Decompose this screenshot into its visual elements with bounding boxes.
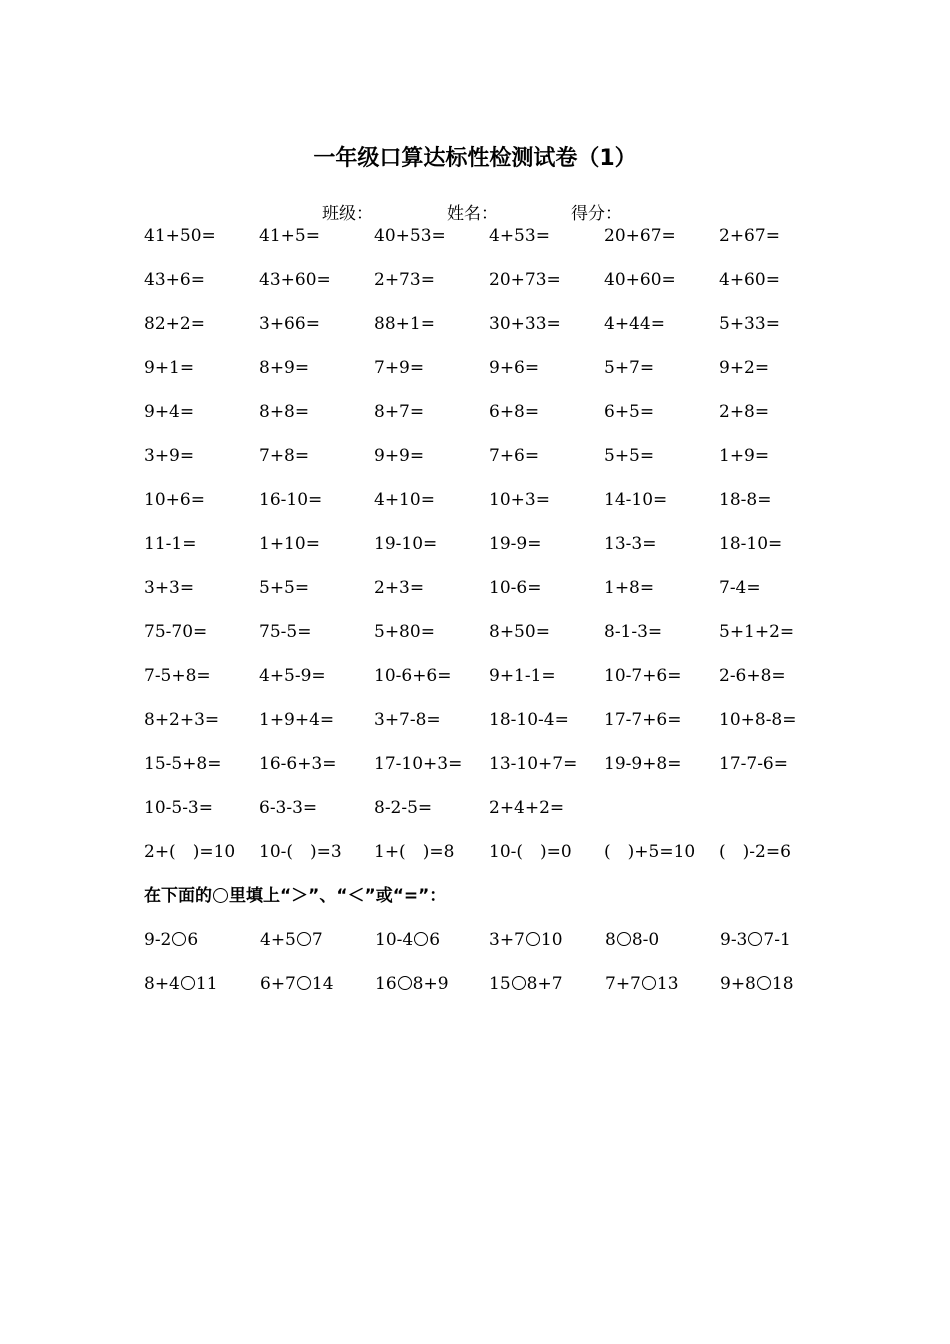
answer-circle-icon[interactable] — [172, 932, 186, 946]
problem-row — [144, 662, 844, 706]
compare-left: 9-2 — [144, 930, 172, 950]
problem-item: 13-3= — [604, 534, 657, 554]
problem-item: 10-5-3= — [144, 798, 213, 818]
problem-item: 16-6+3= — [259, 754, 337, 774]
answer-circle-icon[interactable] — [526, 932, 540, 946]
problem-item: ( )-2=6 — [719, 842, 791, 862]
problem-item: 17-7-6= — [719, 754, 788, 774]
compare-right: 8+9 — [412, 974, 449, 994]
problem-item: 5+5= — [259, 578, 310, 598]
problem-item: 18-10-4= — [489, 710, 569, 730]
problem-item: ( )+5=10 — [604, 842, 696, 862]
problem-item: 10-( )=3 — [259, 842, 342, 862]
compare-left: 8 — [605, 930, 616, 950]
answer-circle-icon[interactable] — [757, 976, 771, 990]
compare-right: 14 — [311, 974, 334, 994]
problem-item: 9+1-1= — [489, 666, 556, 686]
compare-item — [489, 926, 563, 954]
problem-row — [144, 838, 844, 882]
problem-item: 11-1= — [144, 534, 197, 554]
problem-item: 13-10+7= — [489, 754, 578, 774]
problem-item: 8+50= — [489, 622, 550, 642]
problem-item: 20+73= — [489, 270, 561, 290]
problem-item: 4+5-9= — [259, 666, 326, 686]
problem-item: 10+6= — [144, 490, 205, 510]
problem-item: 5+80= — [374, 622, 435, 642]
compare-item — [260, 970, 334, 998]
compare-right: 7-1 — [763, 930, 791, 950]
page-title: 一年级口算达标性检测试卷（1） — [313, 146, 637, 171]
compare-left: 9+8 — [720, 974, 756, 994]
problem-item: 82+2= — [144, 314, 205, 334]
answer-circle-icon[interactable] — [414, 932, 428, 946]
problem-item: 30+33= — [489, 314, 561, 334]
problem-item: 3+3= — [144, 578, 195, 598]
answer-circle-icon[interactable] — [512, 976, 526, 990]
answer-circle-icon[interactable] — [642, 976, 656, 990]
compare-item — [720, 970, 794, 998]
problem-item: 8-2-5= — [374, 798, 433, 818]
problem-item: 6+8= — [489, 402, 540, 422]
problem-row — [144, 442, 844, 486]
problem-item: 7-4= — [719, 578, 761, 598]
problem-item: 14-10= — [604, 490, 668, 510]
problem-item: 88+1= — [374, 314, 435, 334]
problem-row — [144, 398, 844, 442]
problem-item: 7+6= — [489, 446, 540, 466]
problem-item: 75-70= — [144, 622, 208, 642]
problem-item: 10-6+6= — [374, 666, 452, 686]
compare-row — [144, 926, 844, 970]
problem-item: 8+7= — [374, 402, 425, 422]
answer-circle-icon[interactable] — [617, 932, 631, 946]
problem-item: 1+10= — [259, 534, 320, 554]
problem-item: 4+60= — [719, 270, 780, 290]
problem-item: 4+44= — [604, 314, 665, 334]
compare-instruction — [144, 882, 844, 926]
compare-right: 7 — [311, 930, 323, 950]
answer-circle-icon[interactable] — [748, 932, 762, 946]
problem-row — [144, 354, 844, 398]
compare-right: 6 — [187, 930, 199, 950]
problem-row — [144, 486, 844, 530]
compare-item — [605, 926, 659, 954]
problem-row — [144, 574, 844, 618]
problem-item: 10-( )=0 — [489, 842, 572, 862]
problem-item: 7+8= — [259, 446, 310, 466]
problem-item: 1+9= — [719, 446, 770, 466]
compare-right: 10 — [540, 930, 563, 950]
compare-left: 10-4 — [375, 930, 414, 950]
problem-item: 41+50= — [144, 226, 216, 246]
problem-row — [144, 618, 844, 662]
compare-right: 8+7 — [526, 974, 563, 994]
problem-row — [144, 750, 844, 794]
problem-row — [144, 706, 844, 750]
problem-item: 2+4+2= — [489, 798, 565, 818]
problem-item: 5+7= — [604, 358, 655, 378]
compare-left: 4+5 — [260, 930, 296, 950]
problem-item: 8-1-3= — [604, 622, 663, 642]
compare-item — [489, 970, 563, 998]
compare-item — [144, 926, 198, 954]
problem-item: 2-6+8= — [719, 666, 786, 686]
problem-item: 2+8= — [719, 402, 770, 422]
problem-item: 2+3= — [374, 578, 425, 598]
problem-item: 19-10= — [374, 534, 438, 554]
compare-left: 16 — [375, 974, 397, 994]
problem-item: 3+9= — [144, 446, 195, 466]
problem-item: 6+5= — [604, 402, 655, 422]
problem-item: 9+6= — [489, 358, 540, 378]
problem-item: 7-5+8= — [144, 666, 211, 686]
problem-item: 9+4= — [144, 402, 195, 422]
problem-row — [144, 530, 844, 574]
compare-right: 11 — [195, 974, 218, 994]
compare-item — [375, 970, 449, 998]
problem-item: 6-3-3= — [259, 798, 318, 818]
problem-item: 5+33= — [719, 314, 780, 334]
compare-left: 8+4 — [144, 974, 180, 994]
problem-item: 5+5= — [604, 446, 655, 466]
compare-left: 7+7 — [605, 974, 641, 994]
problem-item: 8+8= — [259, 402, 310, 422]
problem-item: 18-8= — [719, 490, 772, 510]
problem-item: 1+( )=8 — [374, 842, 455, 862]
compare-left: 15 — [489, 974, 511, 994]
problem-item: 1+8= — [604, 578, 655, 598]
problem-row — [144, 310, 844, 354]
problem-row — [144, 794, 844, 838]
problem-item: 1+9+4= — [259, 710, 335, 730]
answer-circle-icon[interactable] — [181, 976, 195, 990]
answer-circle-icon[interactable] — [297, 932, 311, 946]
problem-item: 2+73= — [374, 270, 435, 290]
compare-left: 3+7 — [489, 930, 525, 950]
problem-item: 19-9+8= — [604, 754, 682, 774]
problem-row — [144, 222, 844, 266]
compare-item — [720, 926, 791, 954]
problem-item: 4+53= — [489, 226, 550, 246]
problem-item: 43+6= — [144, 270, 205, 290]
problem-item: 43+60= — [259, 270, 331, 290]
problem-item: 10+3= — [489, 490, 550, 510]
problem-item: 8+9= — [259, 358, 310, 378]
problem-item: 10+8-8= — [719, 710, 797, 730]
circle-icon — [213, 888, 228, 903]
problem-item: 7+9= — [374, 358, 425, 378]
compare-item — [260, 926, 323, 954]
problem-item: 3+7-8= — [374, 710, 441, 730]
compare-right: 18 — [771, 974, 794, 994]
compare-left: 6+7 — [260, 974, 296, 994]
compare-right: 6 — [429, 930, 441, 950]
problem-item: 10-7+6= — [604, 666, 682, 686]
problem-item: 75-5= — [259, 622, 312, 642]
problem-item: 15-5+8= — [144, 754, 222, 774]
problem-item: 9+1= — [144, 358, 195, 378]
compare-row — [144, 970, 844, 1014]
problem-item: 41+5= — [259, 226, 320, 246]
problem-item: 40+60= — [604, 270, 676, 290]
problem-item: 18-10= — [719, 534, 783, 554]
problem-item: 8+2+3= — [144, 710, 220, 730]
score-label: 得分： — [571, 204, 622, 224]
problem-item: 10-6= — [489, 578, 542, 598]
problem-item: 19-9= — [489, 534, 542, 554]
problem-item: 17-7+6= — [604, 710, 682, 730]
compare-item — [375, 926, 440, 954]
problem-item: 2+67= — [719, 226, 780, 246]
answer-circle-icon[interactable] — [398, 976, 412, 990]
compare-item — [144, 970, 218, 998]
problem-item: 5+1+2= — [719, 622, 795, 642]
problem-grid — [144, 222, 844, 1014]
instruction-prefix: 在下面的 — [144, 886, 212, 906]
compare-left: 9-3 — [720, 930, 748, 950]
class-label: 班级： — [322, 204, 373, 224]
problem-item: 17-10+3= — [374, 754, 463, 774]
problem-row — [144, 266, 844, 310]
problem-item: 16-10= — [259, 490, 323, 510]
problem-item: 9+9= — [374, 446, 425, 466]
problem-item: 9+2= — [719, 358, 770, 378]
compare-right: 8-0 — [631, 930, 660, 950]
compare-item — [605, 970, 679, 998]
name-label: 姓名： — [447, 204, 498, 224]
instruction-suffix: 里填上“＞”、“＜”或“=”： — [229, 886, 447, 906]
answer-circle-icon[interactable] — [297, 976, 311, 990]
problem-item: 40+53= — [374, 226, 446, 246]
compare-right: 13 — [656, 974, 679, 994]
problem-item: 2+( )=10 — [144, 842, 236, 862]
problem-item: 4+10= — [374, 490, 435, 510]
problem-item: 20+67= — [604, 226, 676, 246]
problem-item: 3+66= — [259, 314, 320, 334]
